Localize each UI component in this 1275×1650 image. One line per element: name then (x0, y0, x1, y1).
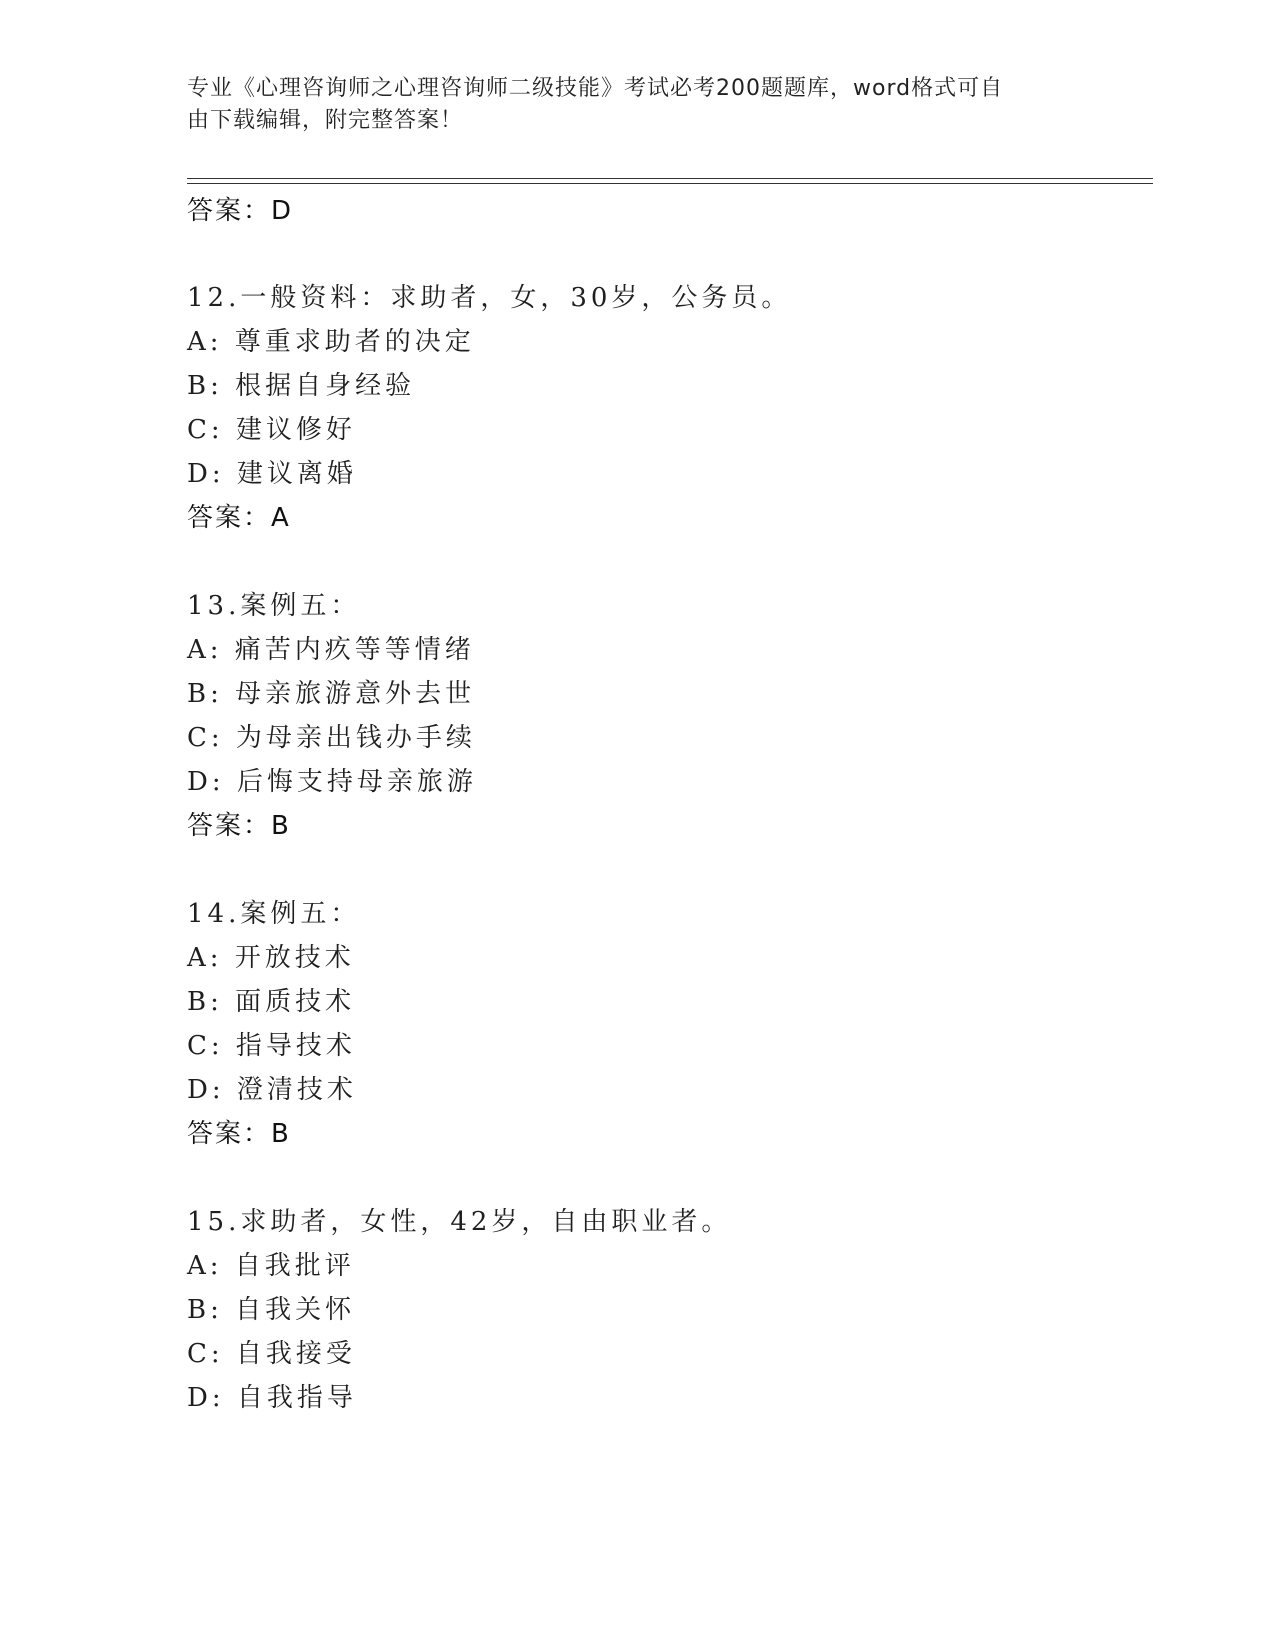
answer: 答案：A (187, 503, 291, 533)
intro-line-1: 专业《心理咨询师之心理咨询师二级技能》考试必考200题题库，word格式可自 (187, 76, 1004, 101)
option-b: B: 母亲旅游意外去世 (187, 679, 476, 709)
answer: 答案：B (187, 1119, 291, 1149)
option-a: A: 自我批评 (187, 1251, 355, 1281)
question-stem: 13.案例五： (187, 591, 361, 621)
option-c: C: 为母亲出钱办手续 (187, 723, 476, 753)
previous-answer: 答案：D (187, 196, 294, 226)
header-divider-top (187, 178, 1153, 179)
option-d: D: 建议离婚 (187, 459, 357, 489)
header-divider-bottom (187, 183, 1153, 184)
option-d: D: 自我指导 (187, 1383, 357, 1413)
option-b: B: 根据自身经验 (187, 371, 416, 401)
intro-line-2: 由下载编辑，附完整答案！ (187, 108, 464, 133)
option-a: A: 开放技术 (187, 943, 355, 973)
question-stem: 12.一般资料：求助者，女，30岁，公务员。 (187, 283, 792, 313)
answer: 答案：B (187, 811, 291, 841)
option-a: A: 尊重求助者的决定 (187, 327, 475, 357)
option-b: B: 自我关怀 (187, 1295, 356, 1325)
option-d: D: 澄清技术 (187, 1075, 357, 1105)
option-c: C: 指导技术 (187, 1031, 356, 1061)
option-c: C: 建议修好 (187, 415, 356, 445)
option-c: C: 自我接受 (187, 1339, 356, 1369)
option-a: A: 痛苦内疚等等情绪 (187, 635, 475, 665)
question-stem: 15.求助者，女性，42岁，自由职业者。 (187, 1207, 732, 1237)
document-intro (187, 73, 1067, 137)
option-b: B: 面质技术 (187, 987, 356, 1017)
option-d: D: 后悔支持母亲旅游 (187, 767, 477, 797)
question-stem: 14.案例五： (187, 899, 361, 929)
